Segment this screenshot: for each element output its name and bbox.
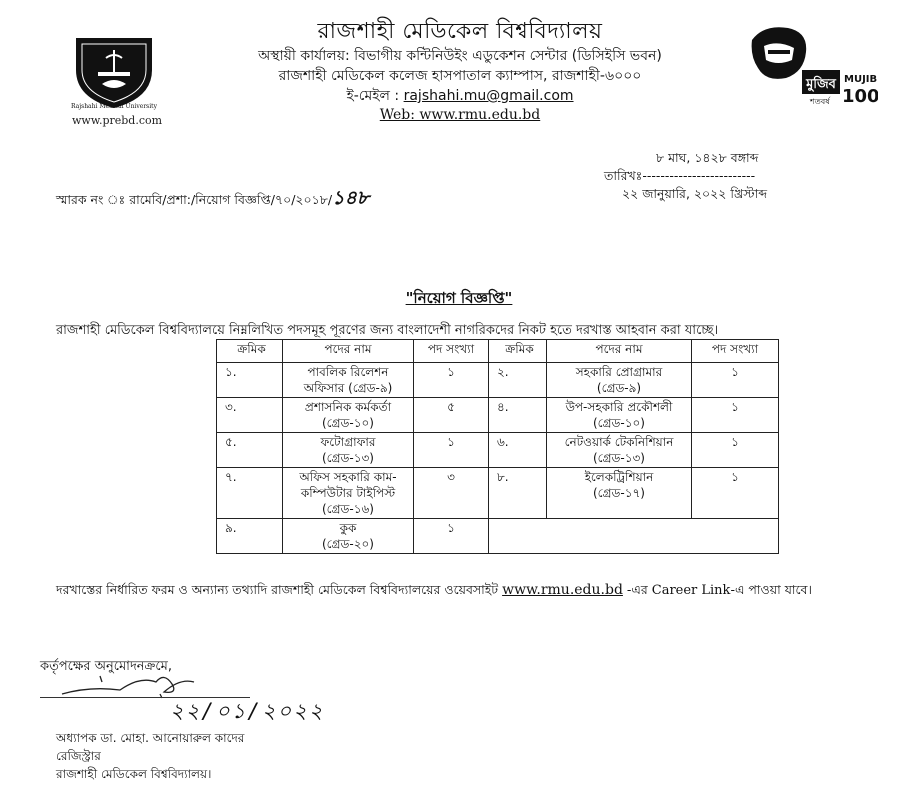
serial-cell: ৪. (489, 398, 547, 433)
post-count-cell: ৩ (414, 468, 489, 519)
post-name-cell (547, 433, 692, 468)
post-name-line: প্রশাসনিক কর্মকর্তা (304, 400, 392, 414)
serial-cell: ৮. (489, 468, 547, 519)
table-header-row (217, 340, 779, 363)
web-link[interactable]: Web: www.rmu.edu.bd (379, 107, 541, 123)
university-logo-caption: Rajshahi Medical University (71, 103, 157, 110)
mujib-text: মুজিব (806, 77, 836, 92)
date-dashes: ------------------------- (642, 168, 756, 183)
post-name-line: উপ-সহকারি প্রকৌশলী (565, 400, 673, 414)
post-name-line: ইলেকট্রিশিয়ান (584, 470, 654, 484)
post-count-cell: ৫ (414, 398, 489, 433)
serial-cell: ২. (489, 363, 547, 398)
post-name-cell (547, 363, 692, 398)
mujib-100-logo (744, 20, 878, 106)
serial-cell: ৫. (217, 433, 283, 468)
table-row (217, 363, 779, 398)
signer-organization: রাজশাহী মেডিকেল বিশ্ববিদ্যালয়। (56, 767, 212, 781)
post-name-line: (গ্রেড-১০) (322, 416, 374, 430)
date-bangla: ৮ মাঘ, ১৪২৮ বঙ্গাব্দ (656, 150, 759, 165)
post-name-line: পাবলিক রিলেশন (307, 365, 389, 379)
post-count-cell: ১ (692, 468, 779, 519)
campus-address: রাজশাহী মেডিকেল কলেজ হাসপাতাল ক্যাম্পাস, রাজশাহী-৬০০০ (278, 68, 642, 84)
table-row (217, 519, 779, 554)
table-row (217, 398, 779, 433)
email-link[interactable]: rajshahi.mu@gmail.com (403, 88, 574, 104)
signer-name: অধ্যাপক ডা. মোহা. আনোয়ারুল কাদের (56, 731, 245, 745)
header-serial: ক্রমিক (217, 340, 283, 363)
post-name-cell (283, 519, 414, 554)
site-watermark: www.prebd.com (72, 114, 163, 127)
header-serial-2: ক্রমিক (489, 340, 547, 363)
table-row (217, 433, 779, 468)
date-row (604, 168, 755, 188)
post-name-cell (547, 468, 692, 519)
post-name-line: নেটওয়ার্ক টেকনিশিয়ান (564, 435, 674, 449)
university-name: রাজশাহী মেডিকেল বিশ্ববিদ্যালয় (317, 19, 603, 44)
post-name-line: (গ্রেড-১০) (593, 416, 645, 430)
post-count-cell: ১ (414, 363, 489, 398)
notice-intro: রাজশাহী মেডিকেল বিশ্ববিদ্যালয়ে নিম্নলিখিত পদসমূহ পূরণের জন্য বাংলাদেশী নাগরিকদের নিকট হতে দরখাস্ত আহবান করা যাচ্ছে। (56, 323, 719, 338)
serial-cell: ৯. (217, 519, 283, 554)
email-label: ই-মেইল : (346, 88, 404, 104)
post-name-cell (547, 398, 692, 433)
signer-designation: রেজিস্ট্রার (56, 749, 101, 763)
post-name-line: (গ্রেড-২০) (322, 537, 374, 551)
post-name-line: (গ্রেড-১৬) (322, 502, 374, 516)
post-name-line: অফিসার (গ্রেড-৯) (303, 381, 393, 395)
header-post-count: পদ সংখ্যা (414, 340, 489, 363)
header-post-name: পদের নাম (283, 340, 414, 363)
footer-website-link[interactable]: www.rmu.edu.bd (502, 582, 623, 598)
authority-line: কর্তৃপক্ষের অনুমোদনক্রমে, (40, 659, 172, 674)
notice-title-wrap (0, 287, 918, 312)
post-name-line: কম্পিউটার টাইপিস্ট (300, 486, 396, 500)
office-address: অস্থায়ী কার্যালয়: বিভাগীয় কন্টিনিউইং এডুকেশন সেন্টার (ডিসিইসি ভবন) (258, 48, 662, 64)
signature-date: ২২/০১/২০২২ (170, 699, 325, 723)
post-count-cell: ১ (414, 519, 489, 554)
mujib-sub: শতবর্ষ (810, 97, 830, 106)
post-name-cell (283, 398, 414, 433)
footer-text-after: -এ পাওয়া যাবে। (730, 582, 812, 597)
post-name-line: সহকারি প্রোগ্রামার (575, 365, 663, 379)
serial-cell: ৩. (217, 398, 283, 433)
post-name-line: (গ্রেড-১৭) (593, 486, 645, 500)
web-line (190, 104, 730, 123)
serial-cell: ৭. (217, 468, 283, 519)
university-logo (66, 28, 162, 110)
date-english: ২২ জানুয়ারি, ২০২২ খ্রিস্টাব্দ (622, 186, 767, 201)
header-post-count-2: পদ সংখ্যা (692, 340, 779, 363)
serial-cell: ৬. (489, 433, 547, 468)
post-name-cell (283, 363, 414, 398)
footer-text-before: দরখাস্তের নির্ধারিত ফরম ও অন্যান্য তথ্যাদি রাজশাহী মেডিকেল বিশ্ববিদ্যালয়ের ওয়েবসাইট (56, 582, 503, 597)
post-count-cell: ১ (414, 433, 489, 468)
notice-title: "নিয়োগ বিজ্ঞপ্তি" (405, 289, 513, 307)
footer-note (56, 582, 812, 602)
footer-career-link: Career Link (651, 583, 731, 598)
memo-label: স্মারক নং ঃ রামেবি/প্রশা:/নিয়োগ বিজ্ঞপ্তি/৭০/২০১৮/ (56, 192, 333, 207)
post-name-line: ফটোগ্রাফার (320, 435, 376, 449)
memo-line (56, 184, 369, 216)
posts-table (216, 339, 779, 554)
post-count-cell: ১ (692, 363, 779, 398)
memo-number: ১৪৮ (332, 187, 370, 209)
post-name-line: (গ্রেড-১৩) (593, 451, 645, 465)
post-name-line: কুক (339, 521, 357, 535)
footer-text-mid: -এর (622, 582, 652, 597)
post-count-cell: ১ (692, 398, 779, 433)
post-name-cell (283, 468, 414, 519)
mujib-latin: MUJIB (844, 74, 878, 85)
post-count-cell: ১ (692, 433, 779, 468)
post-name-line: (গ্রেড-৯) (596, 381, 642, 395)
table-row (217, 468, 779, 519)
header-post-name-2: পদের নাম (547, 340, 692, 363)
post-name-line: (গ্রেড-১৩) (322, 451, 374, 465)
post-name-cell (283, 433, 414, 468)
date-label: তারিখঃ (604, 168, 643, 183)
serial-cell: ১. (217, 363, 283, 398)
mujib-100: 100 (842, 86, 878, 106)
empty-cell (489, 519, 779, 554)
post-name-line: অফিস সহকারি কাম- (299, 470, 397, 484)
